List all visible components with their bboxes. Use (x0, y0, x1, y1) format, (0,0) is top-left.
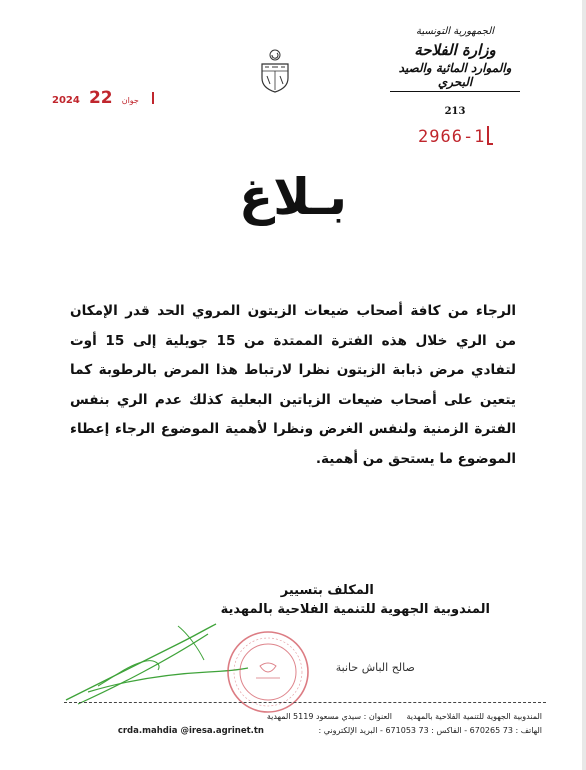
signature-office: المندوبية الجهوية للتنمية الفلاحية بالمهدية (220, 602, 490, 617)
stamp-bracket (487, 126, 493, 145)
reference-number-stamp (418, 126, 493, 147)
notice-title: بـلاغ (239, 168, 347, 226)
footer-contact: الهاتف : 73 670265 - الفاكس : 73 671053 - البريد الإلكتروني : (318, 726, 542, 735)
date-stamp-tick (152, 92, 154, 104)
footer (66, 712, 542, 740)
reference-number: 2966-1 (418, 127, 486, 147)
signature-block (221, 583, 490, 674)
republic-label: الجمهورية التونسية (415, 26, 495, 37)
date-day: 22 (88, 88, 113, 108)
ministry-name-line2: والموارد المائية والصيد البحري (390, 61, 520, 92)
date-stamp (52, 88, 154, 108)
footer-email: crda.mahdia @iresa.agrinet.tn (117, 726, 264, 736)
footer-divider (64, 702, 546, 703)
ministry-name-line1: وزارة الفلاحة (414, 41, 496, 59)
office-number: 213 (444, 106, 466, 117)
letterhead (390, 26, 520, 117)
signature-title: المكلف بتسيير (280, 583, 374, 598)
national-emblem-icon (258, 48, 292, 94)
scan-edge (582, 0, 586, 770)
footer-org: المندوبية الجهوية للتنمية الفلاحية بالمهدية (406, 712, 542, 721)
date-month: جوان (121, 96, 139, 105)
date-year: 2024 (52, 95, 80, 106)
footer-address: العنوان : سيدي مسعود 5119 المهدية (266, 712, 392, 721)
signatory-name: صالح الباش حانبة (335, 661, 415, 674)
notice-body: الرجاء من كافة أصحاب ضيعات الزيتون المروي الحد قدر الإمكان من الري خلال هذه الفترة الممتدة من 15 جويلية إلى 15 أوت لتفادي مرض ذبابة الزيتون نظرا لارتباط هذا المرض بالرطوبة كما يتعين على أصحاب ضيعات الزياتين البعلية كذلك عدم الري بنفس الفترة الزمنية ولنفس الغرض ونظرا لأهمية الموضوع الرجاء إعطاء الموضوع ما يستحق من أهمية. (70, 303, 516, 467)
